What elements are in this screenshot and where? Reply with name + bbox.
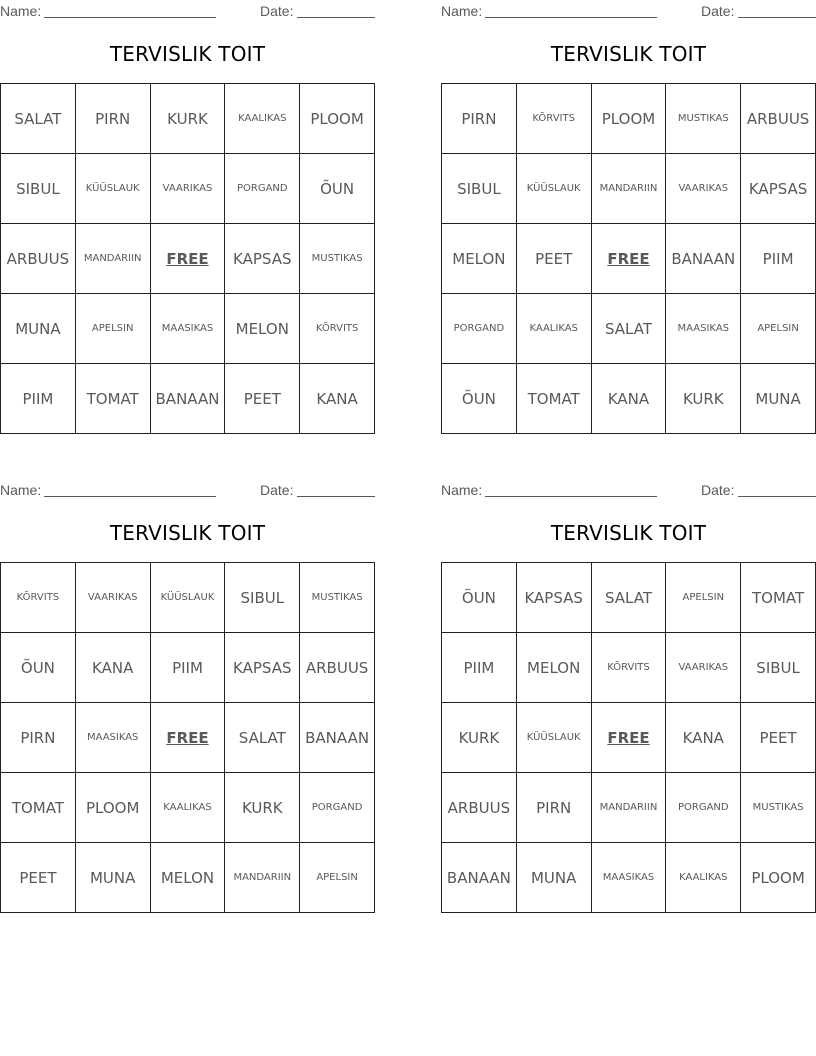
bingo-grid <box>441 83 816 434</box>
name-blank-line <box>44 17 216 18</box>
bingo-cell: KANA <box>300 364 375 434</box>
bingo-cell: MANDARIIN <box>592 773 667 843</box>
bingo-cell: PIIM <box>442 633 517 703</box>
bingo-grid <box>0 562 375 913</box>
free-cell: FREE <box>592 224 667 294</box>
bingo-cell: MUSTIKAS <box>666 84 741 154</box>
bingo-cell: PLOOM <box>741 843 816 913</box>
date-label: Date: <box>260 482 294 498</box>
bingo-cell: SIBUL <box>225 563 300 633</box>
bingo-cell: KAPSAS <box>225 224 300 294</box>
bingo-cell: PIRN <box>76 84 151 154</box>
name-label: Name: <box>441 482 483 498</box>
bingo-cell: TOMAT <box>741 563 816 633</box>
bingo-cell: VAARIKAS <box>76 563 151 633</box>
bingo-cell: KAALIKAS <box>517 294 592 364</box>
bingo-cell: ARBUUS <box>442 773 517 843</box>
bingo-cell: BANAAN <box>442 843 517 913</box>
date-label: Date: <box>701 482 735 498</box>
bingo-cell: BANAAN <box>300 703 375 773</box>
bingo-cell: PLOOM <box>76 773 151 843</box>
name-blank-line <box>485 17 657 18</box>
bingo-cell: MAASIKAS <box>151 294 226 364</box>
bingo-cell: MAASIKAS <box>666 294 741 364</box>
bingo-cell: PIRN <box>517 773 592 843</box>
bingo-cell: KÕRVITS <box>517 84 592 154</box>
bingo-cell: MUNA <box>76 843 151 913</box>
bingo-cell: TOMAT <box>1 773 76 843</box>
bingo-cell: VAARIKAS <box>666 633 741 703</box>
free-cell: FREE <box>592 703 667 773</box>
bingo-cell: ARBUUS <box>741 84 816 154</box>
date-label: Date: <box>701 3 735 19</box>
bingo-cell: KURK <box>151 84 226 154</box>
bingo-cell: MANDARIIN <box>592 154 667 224</box>
bingo-cell: KÜÜSLAUK <box>517 703 592 773</box>
name-label: Name: <box>0 482 42 498</box>
bingo-cell: PEET <box>517 224 592 294</box>
bingo-cell: PORGAND <box>300 773 375 843</box>
bingo-cell: KANA <box>76 633 151 703</box>
bingo-cell: PIIM <box>741 224 816 294</box>
free-cell: FREE <box>151 703 226 773</box>
bingo-cell: PORGAND <box>442 294 517 364</box>
bingo-cell: KÕRVITS <box>300 294 375 364</box>
bingo-cell: KURK <box>442 703 517 773</box>
bingo-grid <box>0 83 375 434</box>
bingo-cell: MAASIKAS <box>76 703 151 773</box>
bingo-cell: APELSIN <box>300 843 375 913</box>
bingo-cell: KÜÜSLAUK <box>151 563 226 633</box>
bingo-cell: PEET <box>225 364 300 434</box>
bingo-cell: KÜÜSLAUK <box>76 154 151 224</box>
bingo-cell: SALAT <box>592 294 667 364</box>
bingo-cell: KAPSAS <box>517 563 592 633</box>
bingo-cell: KÜÜSLAUK <box>517 154 592 224</box>
card-title: TERVISLIK TOIT <box>109 42 266 66</box>
bingo-cell: SALAT <box>592 563 667 633</box>
bingo-cell: PEET <box>741 703 816 773</box>
bingo-cell: KANA <box>592 364 667 434</box>
bingo-cell: MUSTIKAS <box>300 563 375 633</box>
bingo-card-1 <box>0 0 375 440</box>
bingo-cell: MUSTIKAS <box>300 224 375 294</box>
bingo-cell: MELON <box>225 294 300 364</box>
bingo-cell: MAASIKAS <box>592 843 667 913</box>
bingo-cell: MELON <box>151 843 226 913</box>
bingo-cell: MELON <box>517 633 592 703</box>
bingo-grid <box>441 562 816 913</box>
date-blank-line <box>738 496 816 497</box>
bingo-cell: SIBUL <box>1 154 76 224</box>
card-title: TERVISLIK TOIT <box>550 42 707 66</box>
bingo-cell: APELSIN <box>666 563 741 633</box>
bingo-cell: VAARIKAS <box>666 154 741 224</box>
free-cell: FREE <box>151 224 226 294</box>
bingo-cell: ÕUN <box>442 364 517 434</box>
bingo-cell: MUSTIKAS <box>741 773 816 843</box>
name-label: Name: <box>0 3 42 19</box>
bingo-cell: ÕUN <box>1 633 76 703</box>
bingo-cell: KAPSAS <box>225 633 300 703</box>
bingo-cell: BANAAN <box>666 224 741 294</box>
bingo-cell: KAALIKAS <box>666 843 741 913</box>
bingo-cell: PLOOM <box>300 84 375 154</box>
date-blank-line <box>738 17 816 18</box>
bingo-cell: APELSIN <box>741 294 816 364</box>
bingo-cell: SIBUL <box>442 154 517 224</box>
name-blank-line <box>485 496 657 497</box>
bingo-cell: PIIM <box>1 364 76 434</box>
bingo-cell: ÕUN <box>442 563 517 633</box>
card-title: TERVISLIK TOIT <box>550 521 707 545</box>
bingo-cell: MELON <box>442 224 517 294</box>
bingo-cell: SALAT <box>1 84 76 154</box>
bingo-card-2 <box>441 0 816 440</box>
bingo-cell: KAPSAS <box>741 154 816 224</box>
bingo-cell: MUNA <box>517 843 592 913</box>
bingo-cell: TOMAT <box>76 364 151 434</box>
bingo-cell: VAARIKAS <box>151 154 226 224</box>
bingo-card-4 <box>441 479 816 919</box>
bingo-cell: SALAT <box>225 703 300 773</box>
name-date-row <box>441 480 816 498</box>
name-blank-line <box>44 496 216 497</box>
date-label: Date: <box>260 3 294 19</box>
bingo-cell: KÕRVITS <box>1 563 76 633</box>
bingo-cell: TOMAT <box>517 364 592 434</box>
bingo-cell: PIRN <box>1 703 76 773</box>
date-blank-line <box>297 17 375 18</box>
name-date-row <box>0 480 375 498</box>
bingo-card-3 <box>0 479 375 919</box>
name-date-row <box>441 1 816 19</box>
card-title: TERVISLIK TOIT <box>109 521 266 545</box>
bingo-cell: MUNA <box>741 364 816 434</box>
bingo-cell: MUNA <box>1 294 76 364</box>
bingo-cell: PORGAND <box>666 773 741 843</box>
bingo-cell: ÕUN <box>300 154 375 224</box>
bingo-cell: SIBUL <box>741 633 816 703</box>
name-label: Name: <box>441 3 483 19</box>
bingo-cell: KAALIKAS <box>151 773 226 843</box>
bingo-cell: KÕRVITS <box>592 633 667 703</box>
name-date-row <box>0 1 375 19</box>
bingo-cell: PORGAND <box>225 154 300 224</box>
bingo-cell: PLOOM <box>592 84 667 154</box>
bingo-cell: ARBUUS <box>1 224 76 294</box>
bingo-cell: KAALIKAS <box>225 84 300 154</box>
bingo-cell: APELSIN <box>76 294 151 364</box>
bingo-cell: ARBUUS <box>300 633 375 703</box>
bingo-cell: PIIM <box>151 633 226 703</box>
bingo-cell: KURK <box>225 773 300 843</box>
date-blank-line <box>297 496 375 497</box>
bingo-cell: PIRN <box>442 84 517 154</box>
bingo-cell: MANDARIIN <box>225 843 300 913</box>
bingo-cell: PEET <box>1 843 76 913</box>
bingo-cell: MANDARIIN <box>76 224 151 294</box>
bingo-cell: BANAAN <box>151 364 226 434</box>
bingo-cell: KANA <box>666 703 741 773</box>
bingo-cell: KURK <box>666 364 741 434</box>
